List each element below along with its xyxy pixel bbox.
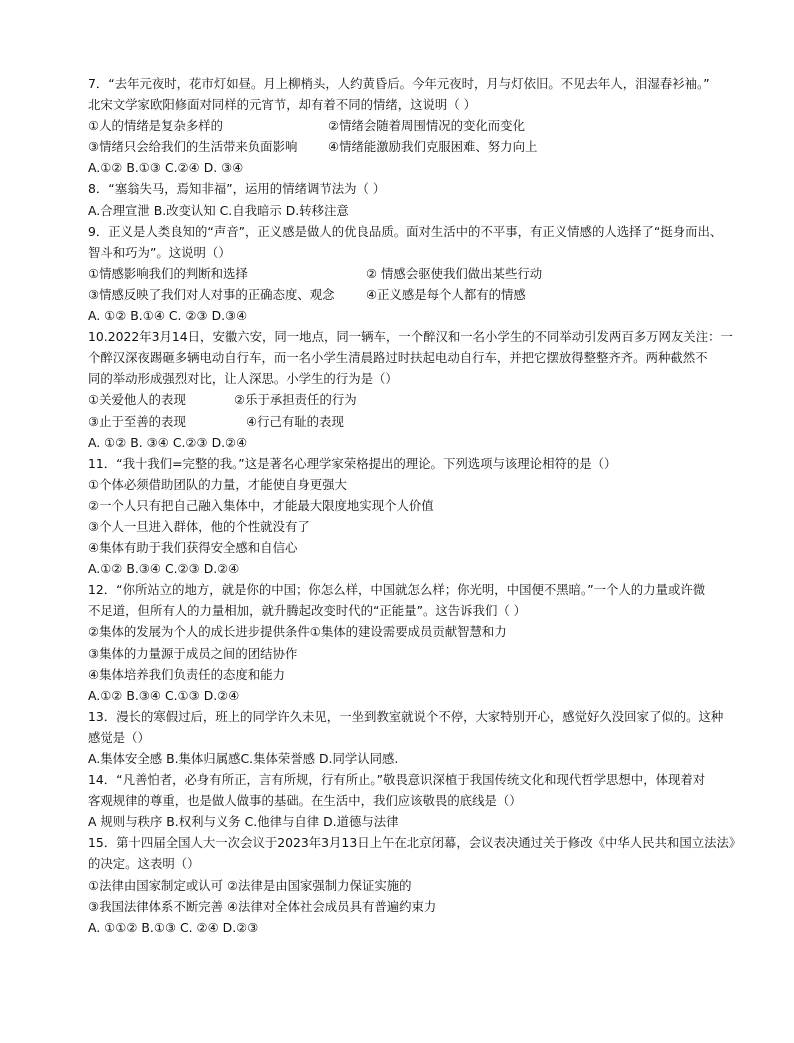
answer-choices: A. ①② B.①④ C. ②③ D.③④ (88, 308, 248, 324)
option-item: ④情绪能激励我们克服困难、努力向上 (328, 139, 538, 155)
answer-choices: A.合理宣泄 B.改变认知 C.自我暗示 D.转移注意 (88, 202, 349, 218)
exam-page (88, 73, 778, 938)
question-10 (88, 326, 778, 453)
option-item: ①人的情绪是复杂多样的 (88, 118, 224, 134)
question-stem: 不足道，但所有人的力量相加，就升腾起改变时代的“正能量”。这告诉我们（ ） (88, 603, 527, 619)
option-row (88, 411, 778, 432)
question-stem: 12．“你所站立的地方，就是你的中国；你怎么样，中国就怎么样；你光明，中国便不黑暗。”一个人的力量或许微 (88, 582, 706, 598)
option-item: ②乐于承担责任的行为 (234, 392, 357, 408)
option-item: ③我国法律体系不断完善 ④法律对全体社会成员具有普遍约束力 (88, 898, 437, 914)
question-stem: 14．“凡善怕者，必身有所正，言有所规，行有所止。”敬畏意识深植于我国传统文化和现代哲学思想中，体现着对 (88, 772, 706, 788)
question-stem: 同的举动形成强烈对比，让人深思。小学生的行为是（） (88, 371, 398, 387)
option-item: ③情感反映了我们对人对事的正确态度、观念 (88, 286, 335, 302)
question-9 (88, 221, 778, 326)
option-item: ②情绪会随着周围情况的变化而变化 (328, 118, 525, 134)
option-item: ③集体的力量源于成员之间的团结协作 (88, 645, 298, 661)
option-item: ②一个人只有把自己融入集体中，才能最大限度地实现个人价值 (88, 497, 434, 513)
answer-choices: A.①② B.③④ C.①③ D.②④ (88, 687, 240, 703)
option-row (88, 263, 778, 284)
option-item: ② 情感会驱使我们做出某些行动 (366, 265, 543, 281)
question-11 (88, 453, 778, 580)
question-stem: 10.2022年3月14日，安徽六安，同一地点，同一辆车，一个醉汉和一名小学生的不同举动引发两百多万网友关注：一 (88, 329, 733, 345)
option-item: ③情绪只会给我们的生活带来负面影响 (88, 139, 298, 155)
question-stem: 8．“塞翁失马，焉知非福”，运用的情绪调节法为（ ） (88, 181, 386, 197)
option-item: ①情感影响我们的判断和选择 (88, 265, 248, 281)
question-stem: 个醉汉深夜踢砸多辆电动自行车，而一名小学生清晨路过时扶起电动自行车，并把它摆放得整整齐齐。两种截然不 (88, 350, 708, 366)
question-7 (88, 73, 778, 178)
question-stem: 北宋文学家欧阳修面对同样的元宵节，却有着不同的情绪，这说明（ ） (88, 97, 477, 113)
option-item: ①法律由国家制定或认可 ②法律是由国家强制力保证实施的 (88, 877, 412, 893)
option-item: ②集体的发展为个人的成长进步提供条件①集体的建设需要成员贡献智慧和力 (88, 624, 507, 640)
question-stem: 11．“我十我们=完整的我。”这是著名心理学家荣格提出的理论。下列选项与该理论相符的是（） (88, 455, 617, 471)
answer-choices: A.①② B.③④ C.②③ D.②④ (88, 561, 240, 577)
question-stem: 13．漫长的寒假过后，班上的同学许久未见，一坐到教室就说个不停，大家特别开心，感觉好久没回家了似的。这种 (88, 708, 724, 724)
option-item: ④行己有耻的表现 (246, 413, 344, 429)
option-row (88, 389, 778, 410)
option-item: ④集体培养我们负责任的态度和能力 (88, 666, 285, 682)
option-item: ①关爱他人的表现 (88, 392, 186, 408)
question-12 (88, 579, 778, 706)
question-stem: 智斗和巧为”。这说明（） (88, 244, 231, 260)
question-stem: 客观规律的尊重，也是做人做事的基础。在生活中，我们应该敬畏的底线是（） (88, 793, 522, 809)
option-row (88, 136, 778, 157)
option-item: ①个体必须借助团队的力量，才能使自身更强大 (88, 476, 347, 492)
option-row (88, 115, 778, 136)
option-item: ④集体有助于我们获得安全感和自信心 (88, 540, 298, 556)
question-15 (88, 832, 778, 937)
question-stem: 9．正义是人类良知的“声音”，正义感是做人的优良品质。面对生活中的不平事，有正义情感的人选择了“挺身而出、 (88, 223, 723, 239)
answer-choices: A. ①①② B.①③ C. ②④ D.②③ (88, 919, 259, 935)
question-stem: 感觉是（） (88, 729, 150, 745)
question-stem: 7．“去年元夜时，花市灯如昼。月上柳梢头，人约黄昏后。今年元夜时，月与灯依旧。不见去年人，泪湿春衫袖。” (88, 76, 710, 91)
option-item: ④正义感是每个人都有的情感 (366, 286, 526, 302)
question-stem: 的决定。这表明（） (88, 856, 200, 872)
question-13 (88, 706, 778, 769)
question-8 (88, 178, 778, 220)
answer-choices: A. ①② B. ③④ C.②③ D.②④ (88, 434, 248, 450)
answer-choices: A.集体安全感 B.集体归属感C.集体荣誉感 D.同学认同感. (88, 751, 399, 766)
question-stem: 15．第十四届全国人大一次会议于2023年3月13日上午在北京闭幕，会议表决通过关于修改《中华人民共和国立法法》 (88, 835, 742, 851)
option-item: ③个人一旦进入群体，他的个性就没有了 (88, 518, 310, 534)
answer-choices: A 规则与秩序 B.权利与义务 C.他律与自律 D.道德与法律 (88, 814, 399, 830)
option-item: ③止于至善的表现 (88, 413, 186, 429)
question-14 (88, 769, 778, 832)
option-row (88, 284, 778, 305)
answer-choices: A.①② B.①③ C.②④ D. ③④ (88, 160, 244, 176)
